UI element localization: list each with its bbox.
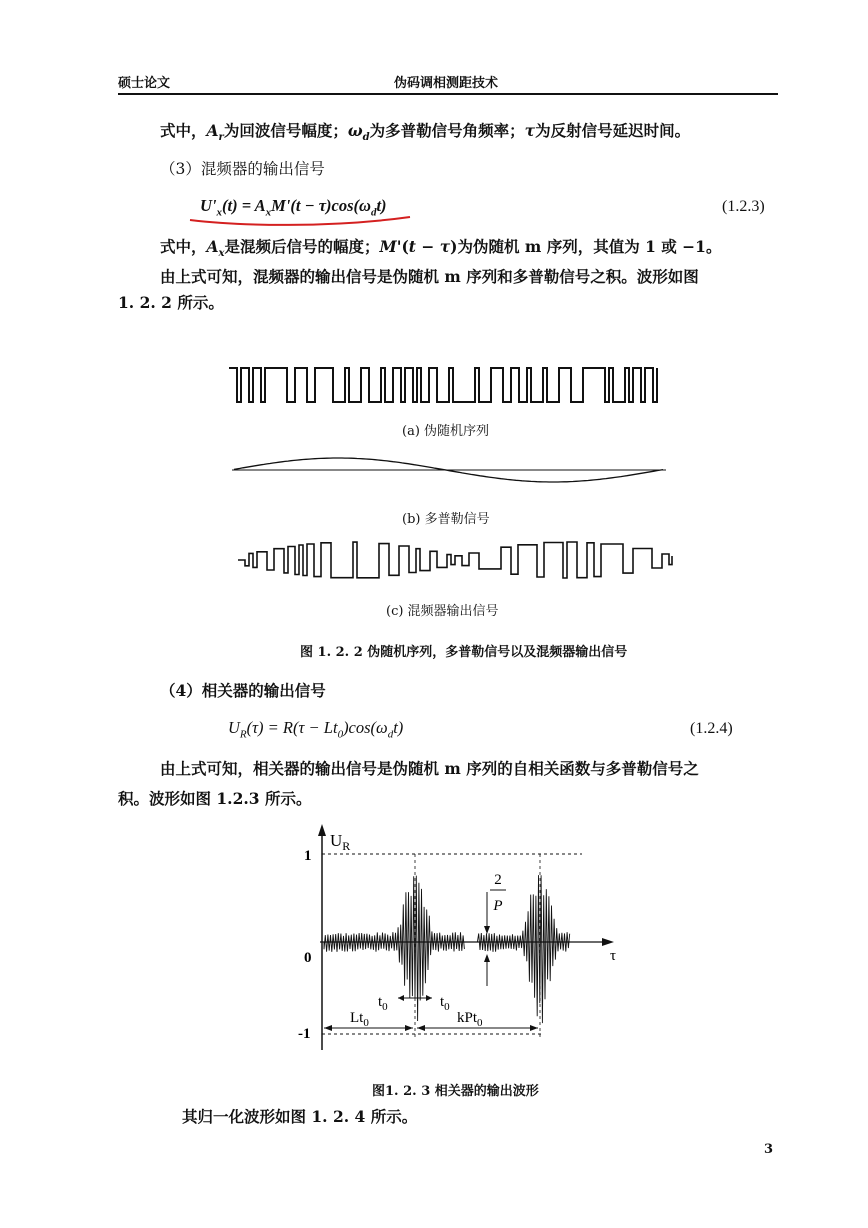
kpt0-label: kPt$_0$ <box>457 1010 483 1029</box>
x-axis-label: τ <box>610 948 617 964</box>
paragraph-5: 其归一化波形如图 1. 2. 4 所示。 <box>182 1107 418 1126</box>
down-arrow-icon <box>484 926 490 934</box>
pseudo-random-sequence-waveform <box>225 362 665 418</box>
figure-1-2-2-caption: 图 1. 2. 2 伪随机序列，多普勒信号以及混频器输出信号 <box>300 645 628 660</box>
fraction-denominator: P <box>493 898 503 914</box>
section-heading-3: （3）混频器的输出信号 <box>160 160 325 178</box>
correlator-output-plot <box>290 822 630 1072</box>
equation-1-2-4: $U_R(\tau) = R(\tau - Lt_0)\cos(\omega_dt)$ <box>228 718 404 741</box>
header-left: 硕士论文 <box>118 76 171 91</box>
t0-left-label: $t_0$ <box>378 994 388 1013</box>
header-rule <box>118 93 778 95</box>
y-axis-arrow-icon <box>318 824 326 836</box>
subcaption-b: (b) 多普勒信号 <box>402 512 490 527</box>
page-number: 3 <box>764 1142 774 1157</box>
tick-label-1: 1 <box>304 848 312 864</box>
paragraph-3-line-2: 1. 2. 2 所示。 <box>118 293 224 312</box>
lt0-label: $Lt_0$ <box>350 1010 369 1029</box>
equation-number-1-2-4: (1.2.4) <box>690 720 733 737</box>
paragraph-4-line-2: 积。波形如图 1.2.3 所示。 <box>118 789 312 808</box>
paragraph-mixer-defs: 式中，$A_x$是混频后信号的幅度；M'(t − τ)为伪随机 m 序列，其值为 1 或 −1。 <box>160 237 722 260</box>
tick-label-neg1: -1 <box>298 1026 311 1042</box>
tick-label-0: 0 <box>304 950 312 966</box>
paragraph-4-line-1: 由上式可知，相关器的输出信号是伪随机 m 序列的自相关函数与多普勒信号之 <box>160 759 699 778</box>
equation-1-2-3: $U'_x(t) = A_xM'(t - \tau)\cos(\omega_dt)$ <box>200 196 387 219</box>
x-axis-arrow-icon <box>602 938 614 946</box>
t0-right-label: $t_0$ <box>440 994 450 1013</box>
subcaption-c: (c) 混频器输出信号 <box>386 604 499 619</box>
mixer-output-waveform <box>236 538 676 582</box>
paragraph-3-line-1: 由上式可知，混频器的输出信号是伪随机 m 序列和多普勒信号之积。波形如图 <box>160 267 699 286</box>
equation-number-1-2-3: (1.2.3) <box>722 198 765 215</box>
doppler-signal-waveform <box>230 450 670 500</box>
header-title: 伪码调相测距技术 <box>394 76 499 91</box>
subcaption-a: (a) 伪随机序列 <box>402 424 490 439</box>
section-heading-4: （4）相关器的输出信号 <box>160 681 326 700</box>
figure-1-2-3-caption: 图1. 2. 3 相关器的输出波形 <box>372 1084 539 1099</box>
y-axis-label: $U_R$ <box>330 831 351 853</box>
paragraph-symbol-defs: 式中，$A_r$为回波信号幅度；$\omega_d$为多普勒信号角频率；τ为反射信号延迟时间。 <box>160 121 691 144</box>
up-arrow-icon <box>484 954 490 962</box>
red-underline-annotation <box>180 212 420 232</box>
fraction-numerator: 2 <box>494 872 502 888</box>
